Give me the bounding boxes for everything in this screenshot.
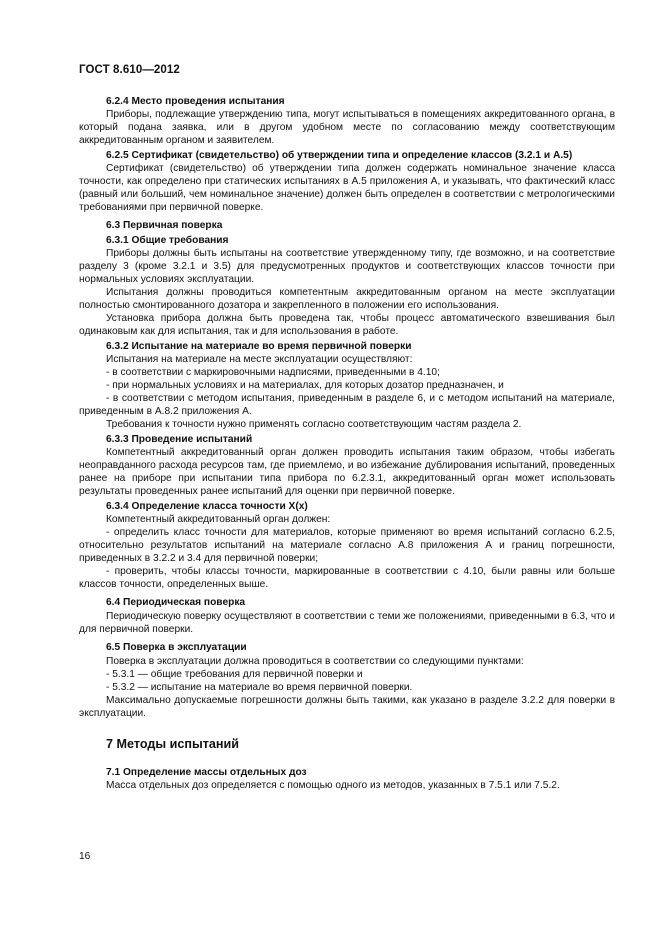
list-item: - 5.3.2 — испытание на материале во время первичной поверки. xyxy=(106,682,413,693)
list-item: - проверить, чтобы классы точности, маркированные в соответствии с 4.10, были равны или больше классов точности, определенных выше. xyxy=(79,566,615,590)
document-body xyxy=(79,93,615,792)
page-number: 16 xyxy=(79,851,91,862)
section-heading: 6.2.5 Сертификат (свидетельство) об утверждении типа и определение классов (3.2.1 и А.5) xyxy=(106,150,573,161)
section-heading: 6.3.1 Общие требования xyxy=(106,235,229,246)
list-item: - в соответствии с маркировочными надписями, приведенными в 4.10; xyxy=(106,367,440,378)
paragraph: Установка прибора должна быть проведена так, чтобы процесс автоматического взвешивания был одинаковым как для испытания, так и для использования в работе. xyxy=(79,313,615,337)
paragraph: Испытания на материале на месте эксплуатации осуществляют: xyxy=(106,354,413,365)
paragraph: Приборы должны быть испытаны на соответствие утвержденному типу, где возможно, и на соответствие разделу 3 (кроме 3.2.1 и 3.5) для предусмотренных продуктов и соответствующих классов точности при нормальных условиях эксплуатации. xyxy=(79,248,615,285)
section-heading: 6.3 Первичная поверка xyxy=(106,220,223,231)
document-header: ГОСТ 8.610—2012 xyxy=(79,64,180,76)
paragraph: Поверка в эксплуатации должна проводиться в соответствии со следующими пунктами: xyxy=(106,656,524,667)
paragraph: Требования к точности нужно применять согласно соответствующим частям раздела 2. xyxy=(106,419,522,430)
paragraph: Максимально допускаемые погрешности должны быть такими, как указано в разделе 3.2.2 для поверки в эксплуатации. xyxy=(79,695,615,719)
paragraph: Приборы, подлежащие утверждению типа, могут испытываться в помещениях аккредитованного органа, в который подана заявка, или в другом удобном месте по согласованию между соответствующим аккредитованным органом и заявителем. xyxy=(79,109,615,146)
chapter-heading: 7 Методы испытаний xyxy=(106,737,239,751)
section-heading: 6.4 Периодическая поверка xyxy=(106,597,246,608)
paragraph: Испытания должны проводиться компетентным аккредитованным органом на месте эксплуатации полностью смонтированного дозатора и закрепленного в положении его использования. xyxy=(79,287,615,311)
section-heading: 7.1 Определение массы отдельных доз xyxy=(106,767,307,778)
list-item: - 5.3.1 — общие требования для первичной поверки и xyxy=(106,669,363,680)
list-item: - в соответствии с методом испытания, приведенным в разделе 6, и с методом испытаний на материале, приведенным в А.8.2 приложения А. xyxy=(79,393,615,417)
section-heading: 6.3.2 Испытание на материале во время первичной поверки xyxy=(106,341,412,352)
section-heading: 6.3.4 Определение класса точности X(x) xyxy=(106,501,308,512)
section-heading: 6.2.4 Место проведения испытания xyxy=(106,96,285,107)
section-heading: 6.5 Поверка в эксплуатации xyxy=(106,642,247,653)
paragraph: Компетентный аккредитованный орган должен проводить испытания таким образом, чтобы избегать неоправданного расхода ресурсов там, где приемлемо, и во избежание дублирования испытаний, проведенных ранее на приборе при испытании типа прибора по 6.2.3.1, аккредитованный орган может использовать результаты проведенных ранее испытаний для оценки при первичной поверке. xyxy=(79,447,615,497)
section-heading: 6.3.3 Проведение испытаний xyxy=(106,434,253,445)
list-item: - при нормальных условиях и на материалах, для которых дозатор предназначен, и xyxy=(106,380,504,391)
paragraph: Масса отдельных доз определяется с помощью одного из методов, указанных в 7.5.1 или 7.5.2. xyxy=(106,780,560,791)
paragraph: Компетентный аккредитованный орган должен: xyxy=(106,514,331,525)
list-item: - определить класс точности для материалов, которые применяют во время испытаний согласно 6.2.5, относительно результатов испытаний на материале согласно А.8 приложения А и границ погрешности, приведенных в 3.2.2 и 3.4 для первичной поверки; xyxy=(79,527,615,564)
paragraph: Сертификат (свидетельство) об утверждении типа должен содержать номинальное значение класса точности, как определено при статических испытаниях в А.5 приложения А, и указывать, что фактический класс (равный или больший, чем номинальное значение) должен быть определен в соответствии с метрологическими требованиями при первичной поверке. xyxy=(79,163,615,213)
paragraph: Периодическую поверку осуществляют в соответствии с теми же положениями, приведенными в 6.3, что и для первичной поверки. xyxy=(79,611,615,635)
